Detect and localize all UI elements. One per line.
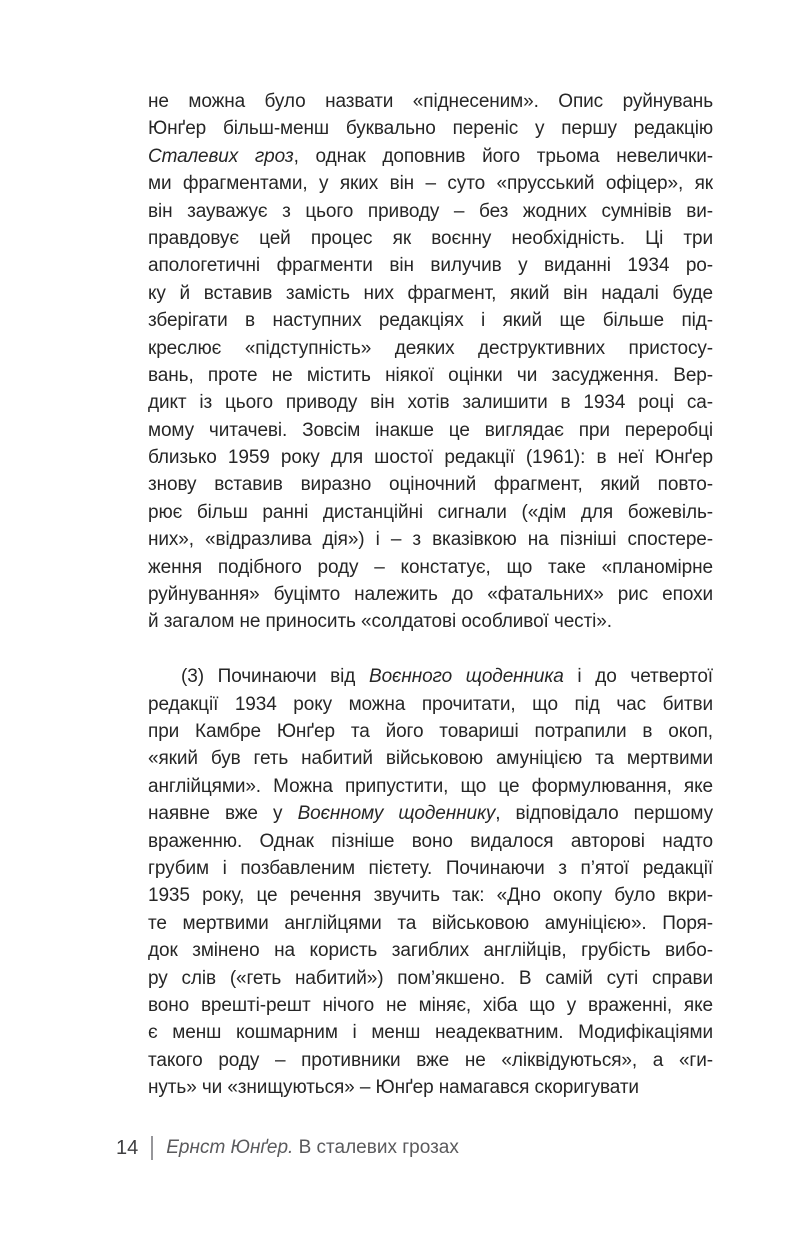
page-number: 14: [116, 1136, 139, 1159]
text-line: [148, 1047, 713, 1074]
text-line: [148, 965, 713, 992]
text-segment: те мертвими англійцями та військовою амуніцією». Поря-: [148, 912, 713, 934]
text-line: [148, 115, 713, 142]
text-segment: не можна було назвати «піднесеним». Опис руйнувань: [148, 91, 713, 112]
text-segment: англійцями». Можна припустити, що це формулювання, яке: [148, 775, 713, 797]
text-segment: при Камбре Юнґер та його товариші потрапили в окоп,: [148, 720, 713, 742]
text-segment: ження подібного роду – констатує, що таке «планомірне: [148, 556, 713, 578]
text-line: [148, 417, 713, 444]
text-segment: правдовує цей процес як воєнну необхідність. Ці три: [148, 227, 713, 249]
text-segment: (3) Починаючи від: [181, 666, 369, 688]
text-line: [148, 280, 713, 307]
text-line: [148, 1019, 713, 1046]
text-segment: Юнґер більш-менш буквально переніс у першу редакцію: [148, 118, 713, 140]
text-segment: і до четвертої: [563, 666, 713, 688]
text-segment: них», «відразлива дія») і – з вказівкою на пізніші спостере-: [148, 529, 713, 551]
text-line: [148, 581, 713, 608]
page-footer: [116, 1134, 459, 1162]
running-title-book: В сталевих грозах: [293, 1137, 459, 1158]
text-segment: вань, проте не містить ніякої оцінки чи засудження. Вер-: [148, 364, 713, 386]
text-segment: грубим і позбавленим пієтету. Починаючи з п’ятої редакції: [148, 857, 713, 879]
footer-divider-line: [151, 1136, 153, 1160]
text-line: [148, 499, 713, 526]
running-title-author: Ернст Юнґер.: [166, 1137, 294, 1158]
text-segment: креслює «підступність» деяких деструктивних пристосу-: [148, 337, 713, 359]
text-segment: «який був геть набитий військовою амуніцією та мертвими: [148, 748, 713, 770]
text-line: [148, 471, 713, 498]
text-line: [148, 252, 713, 279]
text-segment: такого роду – противники вже не «ліквідуються», а «ги-: [148, 1049, 713, 1071]
text-line: [148, 307, 713, 334]
text-line: [148, 828, 713, 855]
text-line: [148, 88, 713, 115]
text-line: [148, 526, 713, 553]
italic-text: Воєнного щоденника: [369, 666, 564, 688]
paragraph: [148, 663, 713, 1101]
text-segment: рює більш ранні дистанційні сигнали («дім для божевіль-: [148, 501, 713, 523]
text-line: [148, 225, 713, 252]
text-segment: ми фрагментами, у яких він – суто «прусський офіцер», як: [148, 173, 713, 195]
text-line: [148, 554, 713, 581]
text-line: [148, 855, 713, 882]
text-segment: він зауважує з цього приводу – без жодних сумнівів ви-: [148, 200, 713, 222]
text-segment: наявне вже у: [148, 803, 298, 825]
text-line: [148, 882, 713, 909]
italic-text: Сталевих гроз: [148, 145, 294, 167]
text-line: [148, 773, 713, 800]
paragraph: [148, 88, 713, 636]
text-line: [148, 992, 713, 1019]
text-segment: апологетичні фрагменти він вилучив у виданні 1934 ро-: [148, 255, 713, 277]
text-segment: є менш кошмарним і менш неадекватним. Модифікаціями: [148, 1022, 713, 1044]
text-line: [148, 800, 713, 827]
text-segment: ру слів («геть набитий») пом’якшено. В самій суті справи: [148, 967, 713, 989]
text-segment: мому читачеві. Зовсім інакше це виглядає при переробці: [148, 419, 713, 441]
italic-text: Воєнному щоденнику: [297, 803, 496, 825]
body-text: [148, 88, 713, 1101]
text-segment: воно врешті-решт нічого не міняє, хіба що у враженні, яке: [148, 994, 713, 1016]
text-segment: зберігати в наступних редакціях і який ще більше під-: [148, 310, 713, 332]
text-line: [148, 335, 713, 362]
running-title: [166, 1137, 459, 1159]
text-line: [148, 718, 713, 745]
text-line: [148, 444, 713, 471]
text-segment: 1935 року, це речення звучить так: «Дно окопу було вкри-: [148, 885, 713, 907]
text-segment: , однак доповнив його трьома невелички-: [293, 145, 713, 167]
paragraph-gap: [148, 636, 713, 663]
text-segment: знову вставив виразно оціночний фрагмент, який повто-: [148, 474, 713, 496]
text-line: [148, 937, 713, 964]
text-line: [148, 389, 713, 416]
text-line: [148, 170, 713, 197]
text-line: [148, 1074, 713, 1101]
text-line: [148, 910, 713, 937]
text-segment: близько 1959 року для шостої редакції (1961): в неї Юнґер: [148, 447, 713, 469]
text-segment: нуть» чи «знищуються» – Юнґер намагався скоригувати: [148, 1077, 639, 1099]
text-line: [148, 362, 713, 389]
text-segment: враженню. Однак пізніше воно видалося авторові надто: [148, 830, 713, 852]
text-segment: руйнування» буцімто належить до «фатальних» рис епохи: [148, 584, 713, 606]
text-line: [148, 745, 713, 772]
text-segment: дикт із цього приводу він хотів залишити в 1934 році са-: [148, 392, 713, 414]
text-segment: ку й вставив замість них фрагмент, який він надалі буде: [148, 282, 713, 304]
text-segment: редакції 1934 року можна прочитати, що під час битви: [148, 693, 713, 715]
text-segment: док змінено на користь загиблих англійців, грубість вибо-: [148, 940, 713, 962]
text-line: [148, 663, 713, 690]
text-line: [148, 608, 713, 635]
text-segment: й загалом не приносить «солдатові особливої честі».: [148, 611, 612, 633]
text-line: [148, 198, 713, 225]
text-line: [148, 691, 713, 718]
text-line: [148, 143, 713, 170]
text-segment: , відповідало першому: [495, 803, 713, 825]
